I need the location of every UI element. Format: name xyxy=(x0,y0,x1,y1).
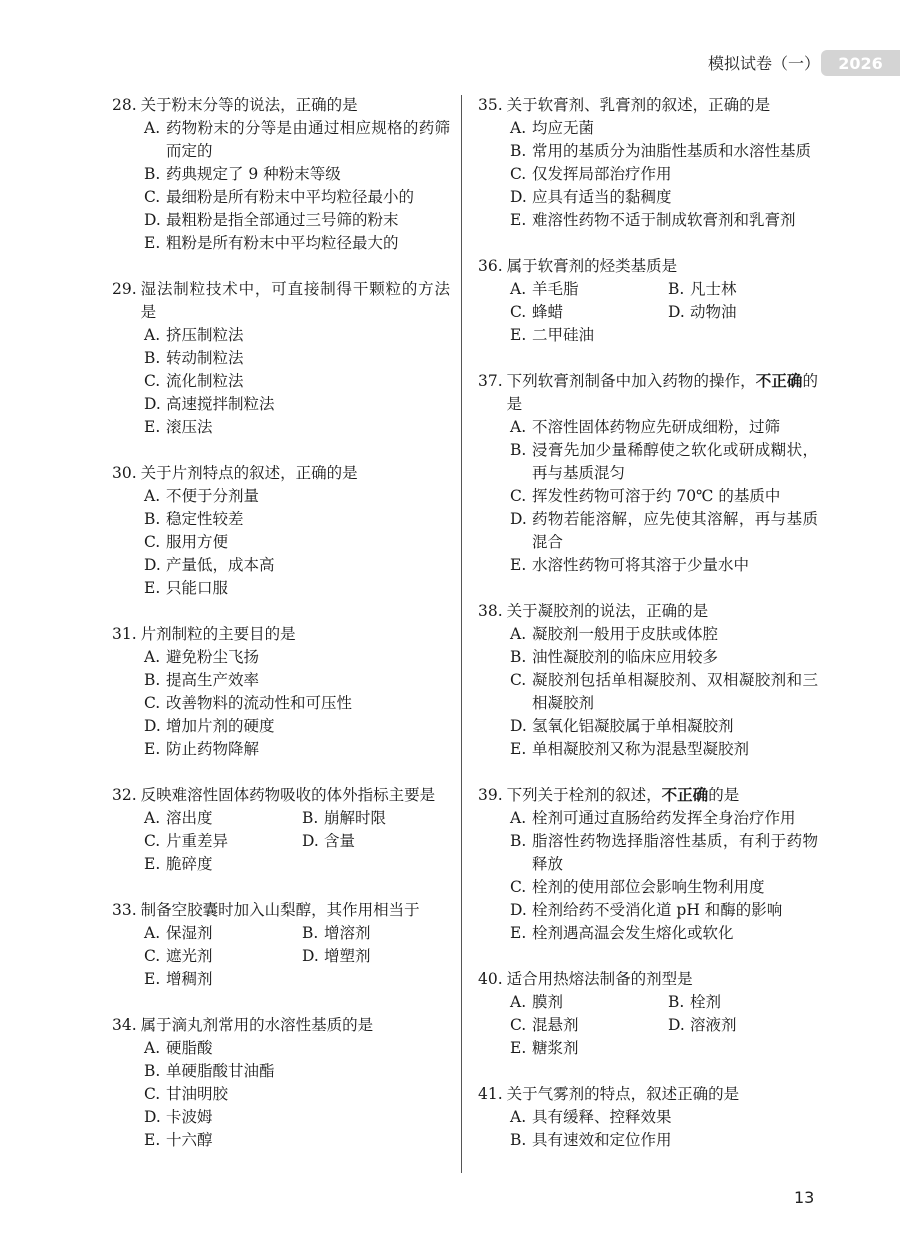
option-text: 羊毛脂 xyxy=(532,280,579,298)
options-list xyxy=(478,416,818,577)
option-letter: E. xyxy=(144,234,161,252)
question-number: 34. xyxy=(112,1016,137,1034)
option-text: 转动制粒法 xyxy=(166,349,244,367)
option-item xyxy=(510,1106,818,1129)
option-text: 十六醇 xyxy=(166,1131,213,1149)
question-item xyxy=(478,1083,818,1152)
question-number: 40. xyxy=(478,970,503,988)
options-list xyxy=(478,278,818,347)
option-item xyxy=(144,163,450,186)
option-text: 只能口服 xyxy=(166,579,229,597)
option-text: 稳定性较差 xyxy=(166,510,244,528)
question-number: 36. xyxy=(478,257,503,275)
options-list xyxy=(112,485,450,600)
option-letter: E. xyxy=(144,970,161,988)
question-text xyxy=(507,370,818,416)
option-text: 单硬脂酸甘油酯 xyxy=(166,1062,275,1080)
option-text: 遮光剂 xyxy=(166,947,213,965)
option-item xyxy=(144,393,450,416)
option-letter: C. xyxy=(144,1085,161,1103)
option-text: 氢氧化铝凝胶属于单相凝胶剂 xyxy=(532,717,734,735)
option-letter: A. xyxy=(144,648,161,666)
question-text-emphasis: 不正确 xyxy=(661,786,709,804)
option-text: 挤压制粒法 xyxy=(166,326,244,344)
option-letter: C. xyxy=(510,671,527,689)
option-letter: E. xyxy=(510,211,527,229)
option-letter: D. xyxy=(144,1108,161,1126)
option-text: 卡波姆 xyxy=(166,1108,213,1126)
option-text: 最粗粉是指全部通过三号筛的粉末 xyxy=(166,211,399,229)
option-text: 栓剂的使用部位会影响生物利用度 xyxy=(532,878,765,896)
question-number: 35. xyxy=(478,96,503,114)
option-text: 甘油明胶 xyxy=(166,1085,229,1103)
option-letter: A. xyxy=(510,993,527,1011)
option-item xyxy=(510,554,818,577)
question-text-main: 关于凝胶剂的说法，正确的是 xyxy=(506,602,709,620)
option-letter: A. xyxy=(510,809,527,827)
option-letter: B. xyxy=(510,832,527,850)
option-text: 保湿剂 xyxy=(166,924,213,942)
option-item xyxy=(144,1129,450,1152)
option-letter: C. xyxy=(144,947,161,965)
question-item xyxy=(478,784,818,945)
question-stem xyxy=(478,1083,818,1106)
option-text: 凝胶剂一般用于皮肤或体腔 xyxy=(532,625,719,643)
question-number: 28. xyxy=(112,96,137,114)
option-text: 浸膏先加少量稀醇使之软化或研成糊状，再与基质混匀 xyxy=(532,441,818,482)
option-letter: D. xyxy=(144,717,161,735)
option-item xyxy=(510,508,818,554)
option-letter: D. xyxy=(144,556,161,574)
option-letter: D. xyxy=(668,1016,685,1034)
option-letter: B. xyxy=(510,142,527,160)
question-item xyxy=(478,94,818,232)
option-item xyxy=(144,416,450,439)
option-item xyxy=(510,301,668,324)
option-item xyxy=(144,968,302,991)
question-item xyxy=(112,462,450,600)
option-letter: A. xyxy=(144,119,161,137)
option-text: 油性凝胶剂的临床应用较多 xyxy=(532,648,719,666)
option-letter: A. xyxy=(144,924,161,942)
option-letter: D. xyxy=(144,211,161,229)
option-letter: E. xyxy=(144,418,161,436)
options-list xyxy=(478,623,818,761)
option-item xyxy=(510,991,668,1014)
question-number: 41. xyxy=(478,1085,503,1103)
option-text: 均应无菌 xyxy=(532,119,595,137)
option-item xyxy=(510,1014,668,1037)
option-item xyxy=(510,140,818,163)
options-list xyxy=(478,1106,818,1152)
page-number: 13 xyxy=(794,1188,815,1207)
question-text-main: 下列关于栓剂的叙述， xyxy=(506,786,662,804)
option-letter: E. xyxy=(510,924,527,942)
option-letter: B. xyxy=(144,165,161,183)
option-item xyxy=(144,347,450,370)
question-stem xyxy=(478,600,818,623)
option-item xyxy=(144,1106,450,1129)
question-number: 33. xyxy=(112,901,137,919)
option-item xyxy=(302,830,450,853)
option-item xyxy=(510,278,668,301)
option-letter: C. xyxy=(144,694,161,712)
option-text: 崩解时限 xyxy=(324,809,387,827)
question-text-main: 关于粉末分等的说法，正确的是 xyxy=(140,96,358,114)
option-letter: C. xyxy=(144,188,161,206)
option-letter: E. xyxy=(510,740,527,758)
option-item xyxy=(144,1083,450,1106)
option-item xyxy=(144,669,450,692)
question-text-main: 关于片剂特点的叙述，正确的是 xyxy=(140,464,358,482)
question-item xyxy=(112,1014,450,1152)
question-item xyxy=(112,899,450,991)
option-letter: B. xyxy=(668,993,685,1011)
option-letter: C. xyxy=(144,533,161,551)
question-item xyxy=(112,278,450,439)
column-divider xyxy=(461,95,462,1173)
options-list xyxy=(112,922,450,991)
option-letter: B. xyxy=(144,671,161,689)
question-text-main: 制备空胶囊时加入山梨醇，其作用相当于 xyxy=(140,901,420,919)
option-text: 挥发性药物可溶于约 70℃ 的基质中 xyxy=(532,487,781,505)
option-item xyxy=(144,485,450,508)
option-text: 不溶性固体药物应先研成细粉，过筛 xyxy=(532,418,781,436)
option-letter: A. xyxy=(144,326,161,344)
option-letter: B. xyxy=(510,648,527,666)
option-item xyxy=(144,577,450,600)
option-text: 二甲硅油 xyxy=(532,326,595,344)
question-item xyxy=(478,370,818,577)
question-stem xyxy=(112,94,450,117)
left-column xyxy=(112,94,450,1175)
option-text: 栓剂遇高温会发生熔化或软化 xyxy=(532,924,734,942)
exam-title: 模拟试卷（一） xyxy=(708,54,821,73)
question-number: 39. xyxy=(478,786,503,804)
option-text: 增溶剂 xyxy=(324,924,371,942)
question-stem xyxy=(112,278,450,324)
question-item xyxy=(478,968,818,1060)
option-item xyxy=(510,163,818,186)
option-item xyxy=(510,715,818,738)
question-stem xyxy=(112,462,450,485)
option-item xyxy=(510,830,818,876)
question-text xyxy=(507,94,818,117)
question-text xyxy=(141,462,450,485)
option-text: 具有速效和定位作用 xyxy=(532,1131,672,1149)
option-letter: D. xyxy=(510,510,527,528)
option-item xyxy=(144,370,450,393)
option-text: 常用的基质分为油脂性基质和水溶性基质 xyxy=(532,142,812,160)
option-letter: A. xyxy=(144,1039,161,1057)
option-item xyxy=(144,853,302,876)
question-text xyxy=(507,600,818,623)
option-item xyxy=(510,876,818,899)
options-list xyxy=(112,646,450,761)
question-number: 31. xyxy=(112,625,137,643)
option-letter: C. xyxy=(510,878,527,896)
option-text: 增稠剂 xyxy=(166,970,213,988)
option-text: 凡士林 xyxy=(690,280,737,298)
option-item xyxy=(144,830,302,853)
question-number: 30. xyxy=(112,464,137,482)
option-item xyxy=(144,1037,450,1060)
option-text: 增加片剂的硬度 xyxy=(166,717,275,735)
question-number: 38. xyxy=(478,602,503,620)
question-stem xyxy=(112,1014,450,1037)
question-text-main: 片剂制粒的主要目的是 xyxy=(140,625,296,643)
question-item xyxy=(478,600,818,761)
options-list xyxy=(112,117,450,255)
option-letter: D. xyxy=(144,395,161,413)
option-item xyxy=(510,807,818,830)
question-text-tail: 的是 xyxy=(506,372,818,413)
option-letter: D. xyxy=(668,303,685,321)
option-item xyxy=(668,301,818,324)
question-text xyxy=(507,1083,818,1106)
option-text: 应具有适当的黏稠度 xyxy=(532,188,672,206)
option-text: 栓剂可通过直肠给药发挥全身治疗作用 xyxy=(532,809,796,827)
option-letter: E. xyxy=(144,1131,161,1149)
option-item xyxy=(510,186,818,209)
option-item xyxy=(510,324,668,347)
option-item xyxy=(510,646,818,669)
question-text-main: 湿法制粒技术中，可直接制得干颗粒的方法是 xyxy=(140,280,450,321)
question-item xyxy=(112,623,450,761)
question-text-emphasis: 不正确 xyxy=(755,372,803,390)
option-letter: C. xyxy=(510,487,527,505)
question-text xyxy=(141,1014,450,1037)
option-item xyxy=(144,922,302,945)
option-letter: D. xyxy=(302,832,319,850)
option-text: 药典规定了 9 种粉末等级 xyxy=(166,165,341,183)
option-item xyxy=(510,439,818,485)
option-letter: D. xyxy=(302,947,319,965)
option-letter: E. xyxy=(510,326,527,344)
option-text: 栓剂给药不受消化道 pH 和酶的影响 xyxy=(532,901,783,919)
option-item xyxy=(510,1129,818,1152)
option-text: 流化制粒法 xyxy=(166,372,244,390)
option-item xyxy=(144,945,302,968)
option-letter: C. xyxy=(144,372,161,390)
option-item xyxy=(510,416,818,439)
option-letter: A. xyxy=(144,809,161,827)
option-text: 栓剂 xyxy=(690,993,722,1011)
question-text-main: 关于气雾剂的特点，叙述正确的是 xyxy=(506,1085,740,1103)
question-text-main: 关于软膏剂、乳膏剂的叙述，正确的是 xyxy=(506,96,771,114)
option-text: 仅发挥局部治疗作用 xyxy=(532,165,672,183)
option-item xyxy=(510,899,818,922)
question-text xyxy=(141,784,450,807)
question-text-main: 下列软膏剂制备中加入药物的操作， xyxy=(506,372,756,390)
option-item xyxy=(510,1037,668,1060)
option-item xyxy=(144,324,450,347)
option-text: 高速搅拌制粒法 xyxy=(166,395,275,413)
question-text xyxy=(141,623,450,646)
option-text: 片重差异 xyxy=(166,832,229,850)
option-item xyxy=(144,715,450,738)
option-text: 改善物料的流动性和可压性 xyxy=(166,694,353,712)
options-list xyxy=(478,807,818,945)
options-list xyxy=(112,1037,450,1152)
option-text: 具有缓释、控释效果 xyxy=(532,1108,672,1126)
option-item xyxy=(302,922,450,945)
option-text: 脂溶性药物选择脂溶性基质，有利于药物释放 xyxy=(532,832,818,873)
question-text xyxy=(507,784,818,807)
option-text: 凝胶剂包括单相凝胶剂、双相凝胶剂和三相凝胶剂 xyxy=(532,671,818,712)
option-item xyxy=(510,922,818,945)
question-number: 32. xyxy=(112,786,137,804)
question-text xyxy=(507,968,818,991)
question-text-main: 属于软膏剂的烃类基质是 xyxy=(506,257,678,275)
options-list xyxy=(478,117,818,232)
option-letter: B. xyxy=(144,1062,161,1080)
option-text: 膜剂 xyxy=(532,993,564,1011)
option-item xyxy=(668,278,818,301)
option-letter: C. xyxy=(510,165,527,183)
option-text: 混悬剂 xyxy=(532,1016,579,1034)
question-text-main: 属于滴丸剂常用的水溶性基质的是 xyxy=(140,1016,374,1034)
option-text: 最细粉是所有粉末中平均粒径最小的 xyxy=(166,188,415,206)
options-list xyxy=(478,991,818,1060)
option-letter: B. xyxy=(510,441,527,459)
options-list xyxy=(112,807,450,876)
option-text: 滚压法 xyxy=(166,418,213,436)
option-letter: E. xyxy=(510,1039,527,1057)
year-badge: 2026 xyxy=(821,50,900,76)
question-stem xyxy=(478,968,818,991)
option-text: 硬脂酸 xyxy=(166,1039,213,1057)
question-stem xyxy=(478,94,818,117)
question-stem xyxy=(478,784,818,807)
option-text: 溶液剂 xyxy=(690,1016,737,1034)
question-item xyxy=(112,94,450,255)
option-item xyxy=(144,554,450,577)
option-letter: E. xyxy=(144,740,161,758)
question-text xyxy=(141,278,450,324)
option-letter: E. xyxy=(510,556,527,574)
option-text: 含量 xyxy=(324,832,356,850)
question-text xyxy=(141,899,450,922)
option-text: 脆碎度 xyxy=(166,855,213,873)
option-letter: A. xyxy=(510,625,527,643)
option-text: 难溶性药物不适于制成软膏剂和乳膏剂 xyxy=(532,211,796,229)
question-item xyxy=(478,255,818,347)
option-letter: B. xyxy=(302,809,319,827)
question-stem xyxy=(112,784,450,807)
option-item xyxy=(144,1060,450,1083)
option-letter: A. xyxy=(510,119,527,137)
question-item xyxy=(112,784,450,876)
option-letter: B. xyxy=(144,349,161,367)
option-item xyxy=(144,508,450,531)
option-item xyxy=(144,646,450,669)
options-list xyxy=(112,324,450,439)
option-text: 提高生产效率 xyxy=(166,671,260,689)
question-stem xyxy=(478,255,818,278)
option-item xyxy=(510,738,818,761)
question-text xyxy=(141,94,450,117)
option-item xyxy=(144,738,450,761)
option-text: 服用方便 xyxy=(166,533,229,551)
question-stem xyxy=(112,899,450,922)
option-item xyxy=(144,232,450,255)
option-text: 粗粉是所有粉末中平均粒径最大的 xyxy=(166,234,399,252)
option-text: 增塑剂 xyxy=(324,947,371,965)
option-item xyxy=(510,209,818,232)
right-column xyxy=(478,94,818,1175)
option-text: 单相凝胶剂又称为混悬型凝胶剂 xyxy=(532,740,750,758)
option-letter: A. xyxy=(510,280,527,298)
option-letter: A. xyxy=(510,418,527,436)
option-item xyxy=(668,1014,818,1037)
question-number: 29. xyxy=(112,280,137,298)
option-letter: B. xyxy=(510,1131,527,1149)
option-letter: B. xyxy=(668,280,685,298)
option-text: 溶出度 xyxy=(166,809,213,827)
option-letter: A. xyxy=(144,487,161,505)
option-letter: D. xyxy=(510,717,527,735)
option-text: 药物粉末的分等是由通过相应规格的药筛而定的 xyxy=(166,119,450,160)
option-item xyxy=(144,692,450,715)
option-text: 动物油 xyxy=(690,303,737,321)
option-letter: E. xyxy=(144,579,161,597)
option-item xyxy=(144,186,450,209)
option-text: 糖浆剂 xyxy=(532,1039,579,1057)
option-item xyxy=(144,531,450,554)
option-letter: B. xyxy=(144,510,161,528)
option-text: 药物若能溶解，应先使其溶解，再与基质混合 xyxy=(532,510,818,551)
option-item xyxy=(668,991,818,1014)
option-text: 不便于分剂量 xyxy=(166,487,260,505)
option-letter: E. xyxy=(144,855,161,873)
option-letter: A. xyxy=(510,1108,527,1126)
question-number: 37. xyxy=(478,372,503,390)
option-item xyxy=(302,807,450,830)
question-text-tail: 的是 xyxy=(708,786,740,804)
option-item xyxy=(510,485,818,508)
option-text: 防止药物降解 xyxy=(166,740,260,758)
option-item xyxy=(510,669,818,715)
question-stem xyxy=(112,623,450,646)
option-letter: C. xyxy=(510,1016,527,1034)
option-text: 蜂蜡 xyxy=(532,303,564,321)
question-text-main: 反映难溶性固体药物吸收的体外指标主要是 xyxy=(140,786,436,804)
option-letter: B. xyxy=(302,924,319,942)
option-letter: D. xyxy=(510,901,527,919)
option-item xyxy=(144,807,302,830)
option-item xyxy=(302,945,450,968)
option-item xyxy=(510,623,818,646)
question-stem xyxy=(478,370,818,416)
option-text: 水溶性药物可将其溶于少量水中 xyxy=(532,556,750,574)
option-letter: C. xyxy=(144,832,161,850)
question-text-main: 适合用热熔法制备的剂型是 xyxy=(506,970,693,988)
option-item xyxy=(144,117,450,163)
question-text xyxy=(507,255,818,278)
option-text: 产量低，成本高 xyxy=(166,556,275,574)
option-letter: C. xyxy=(510,303,527,321)
option-item xyxy=(144,209,450,232)
option-letter: D. xyxy=(510,188,527,206)
option-item xyxy=(510,117,818,140)
option-text: 避免粉尘飞扬 xyxy=(166,648,260,666)
